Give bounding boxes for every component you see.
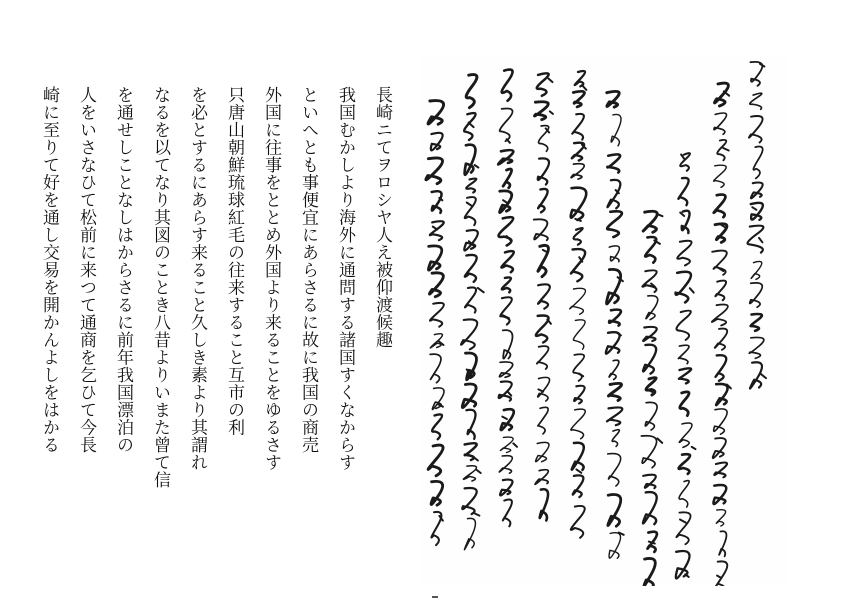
manuscript-stroke: [538, 389, 543, 391]
manuscript-stroke: [429, 273, 443, 297]
manuscript-stroke: [579, 374, 583, 377]
manuscript-stroke: [428, 445, 443, 476]
manuscript-stroke: [751, 262, 762, 280]
manuscript-stroke: [760, 64, 765, 67]
manuscript-stroke: [573, 91, 584, 107]
transcription-line-10: 崎に至りて好を通し交易を開かんよしをはかる: [39, 86, 59, 454]
manuscript-stroke: [474, 513, 480, 516]
transcription-line-1: 長崎ニてヲロシヤ人え被仰渡候趣: [372, 86, 392, 349]
manuscript-stroke: [676, 551, 690, 578]
manuscript-stroke: [679, 368, 691, 383]
manuscript-stroke: [612, 430, 619, 447]
manuscript-stroke: [476, 470, 481, 474]
manuscript-stroke: [465, 255, 477, 282]
manuscript-stroke: [571, 249, 585, 281]
manuscript-stroke: [608, 454, 621, 486]
manuscript-stroke: [716, 384, 727, 405]
manuscript-stroke: [508, 392, 511, 396]
manuscript-stroke: [715, 281, 726, 301]
manuscript-stroke: [750, 362, 762, 388]
manuscript-column-8: [498, 70, 517, 527]
manuscript-stroke: [465, 287, 476, 312]
manuscript-column-1: [748, 62, 766, 389]
manuscript-stroke: [574, 386, 585, 404]
manuscript-stroke: [680, 213, 684, 217]
manuscript-stroke: [716, 355, 727, 381]
manuscript-stroke: [575, 71, 585, 86]
manuscript-stroke: [461, 319, 477, 349]
manuscript-stroke: [538, 407, 548, 434]
transcription-line-9: 人をいさなひて松前に来つて通商を乞ひて今長: [76, 86, 96, 454]
manuscript-stroke: [466, 75, 477, 108]
manuscript-stroke: [723, 148, 729, 151]
manuscript-stroke: [714, 113, 727, 134]
manuscript-stroke: [548, 79, 552, 83]
manuscript-stroke: [570, 288, 586, 314]
manuscript-stroke: [676, 512, 690, 544]
transcription-line-6: を必とするにあらす来ること久しき素より其謂れ: [187, 86, 207, 471]
transcription-line-3: といへとも事便宜にあらさるに故に我国の商売: [298, 86, 318, 454]
manuscript-stroke: [611, 114, 621, 145]
manuscript-stroke: [679, 481, 689, 508]
manuscript-stroke: [426, 158, 443, 184]
manuscript-stroke: [536, 442, 549, 461]
manuscript-stroke: [469, 123, 474, 128]
manuscript-stroke: [428, 101, 444, 125]
manuscript-stroke: [550, 111, 553, 114]
manuscript-stroke: [534, 219, 548, 240]
manuscript-stroke: [752, 207, 756, 210]
manuscript-stroke: [543, 250, 547, 252]
manuscript-stroke: [430, 334, 442, 348]
manuscript-stroke: [713, 438, 726, 458]
manuscript-stroke: [467, 203, 472, 207]
manuscript-stroke: [753, 147, 762, 179]
manuscript-stroke: [712, 251, 727, 275]
manuscript-stroke: [507, 236, 511, 240]
manuscript-stroke: [607, 211, 622, 237]
manuscript-stroke: [676, 272, 691, 303]
manuscript-stroke: [642, 270, 656, 292]
manuscript-stroke: [464, 518, 475, 549]
manuscript-stroke: [571, 164, 584, 179]
manuscript-stroke: [576, 469, 581, 472]
manuscript-stroke: [571, 409, 585, 439]
manuscript-stroke: [573, 320, 585, 349]
manuscript-stroke: [657, 438, 662, 443]
manuscript-column-2: [712, 83, 731, 586]
manuscript-stroke: [680, 392, 689, 416]
manuscript-stroke: [678, 178, 688, 205]
manuscript-stroke: [643, 492, 657, 524]
manuscript-stroke: [573, 475, 584, 497]
manuscript-stroke: [641, 436, 656, 468]
transcription-line-5: 只唐山朝鮮琉球紅毛の往来すること互市の利: [224, 86, 244, 436]
manuscript-stroke: [431, 481, 443, 505]
manuscript-stroke: [462, 384, 476, 408]
manuscript-stroke: [502, 417, 507, 419]
scan-mark: [432, 596, 438, 598]
manuscript-stroke: [475, 165, 479, 168]
manuscript-stroke: [432, 191, 442, 213]
manuscript-drawing: [420, 56, 786, 586]
manuscript-stroke: [465, 197, 476, 225]
manuscript-stroke: [507, 139, 510, 143]
manuscript-stroke: [646, 296, 658, 320]
manuscript-stroke: [534, 102, 548, 120]
manuscript-stroke: [679, 454, 690, 474]
manuscript-stroke: [466, 410, 475, 439]
manuscript-column-10: [426, 101, 444, 546]
manuscript-stroke: [500, 108, 513, 141]
manuscript-column-7: [534, 73, 553, 520]
manuscript-stroke: [499, 381, 512, 400]
manuscript-stroke: [607, 407, 622, 425]
manuscript-stroke: [690, 288, 694, 292]
manuscript-stroke: [503, 315, 509, 318]
manuscript-stroke: [499, 217, 514, 245]
manuscript-stroke: [462, 488, 476, 514]
manuscript-stroke: [431, 133, 443, 151]
manuscript-stroke: [643, 327, 657, 341]
transcription-line-7: なるを以てなり其図のことき八昔よりいまた曾て信: [150, 86, 170, 489]
manuscript-stroke: [608, 495, 621, 527]
manuscript-stroke: [537, 346, 549, 369]
manuscript-column-6: [570, 71, 587, 538]
manuscript-stroke: [749, 337, 764, 358]
manuscript-stroke: [500, 480, 512, 496]
manuscript-stroke: [716, 561, 728, 586]
manuscript-stroke: [607, 91, 619, 107]
manuscript-column-5: [606, 91, 624, 558]
manuscript-stroke: [717, 140, 726, 160]
manuscript-stroke: [609, 246, 619, 262]
manuscript-stroke: [572, 443, 584, 470]
manuscript-stroke: [608, 383, 621, 400]
manuscript-stroke: [499, 456, 512, 474]
manuscript-stroke: [433, 227, 438, 230]
manuscript-stroke: [712, 305, 728, 326]
manuscript-stroke: [503, 169, 512, 188]
manuscript-stroke: [465, 145, 476, 175]
manuscript-stroke: [513, 443, 517, 446]
manuscript-stroke: [750, 283, 763, 307]
manuscript-stroke: [643, 211, 657, 232]
manuscript-stroke: [466, 353, 477, 380]
transcription-line-4: 外国に往事をととめ外国より来ることをゆるさす: [261, 86, 281, 471]
manuscript-stroke: [574, 228, 583, 245]
manuscript-stroke: [538, 284, 550, 308]
manuscript-stroke: [500, 437, 513, 452]
manuscript-stroke: [643, 475, 656, 489]
manuscript-stroke: [537, 73, 549, 95]
manuscript-stroke: [540, 489, 548, 520]
manuscript-stroke: [679, 423, 692, 447]
manuscript-stroke: [759, 238, 762, 242]
manuscript-stroke: [538, 158, 549, 184]
manuscript-stroke: [463, 466, 476, 481]
manuscript-stroke: [583, 86, 587, 90]
transcription-line-2: 我国むかしより海外に通問する諸国すくなからす: [335, 86, 355, 471]
manuscript-stroke: [645, 402, 657, 430]
manuscript-stroke: [501, 251, 513, 272]
manuscript-stroke: [643, 345, 656, 374]
manuscript-stroke: [572, 114, 584, 140]
manuscript-stroke: [644, 558, 655, 586]
manuscript-stroke: [428, 246, 441, 270]
manuscript-stroke: [677, 311, 691, 340]
transcription-line-8: を通せしことなしはからさるに前年我国漂泊の: [113, 86, 133, 454]
manuscript-stroke: [547, 319, 551, 323]
manuscript-stroke: [719, 531, 726, 556]
manuscript-stroke: [715, 329, 727, 350]
manuscript-stroke: [678, 345, 689, 364]
manuscript-stroke: [535, 470, 548, 485]
manuscript-stroke: [692, 447, 696, 449]
manuscript-stroke: [606, 332, 620, 354]
manuscript-stroke: [464, 230, 478, 250]
manuscript-stroke: [760, 373, 766, 378]
manuscript-column-9: [461, 75, 484, 550]
manuscript-stroke: [751, 62, 763, 86]
manuscript-stroke: [430, 221, 444, 240]
manuscript-stroke: [609, 360, 619, 379]
manuscript-stroke: [680, 520, 686, 523]
manuscript-stroke: [430, 303, 444, 327]
manuscript-stroke: [499, 362, 512, 377]
manuscript-stroke: [751, 182, 763, 198]
manuscript-stroke: [677, 241, 691, 266]
manuscript-stroke: [571, 506, 585, 538]
manuscript-stroke: [607, 269, 621, 304]
manuscript-stroke: [538, 189, 548, 212]
manuscript-stroke: [714, 409, 727, 434]
manuscript-stroke: [714, 165, 727, 187]
manuscript-stroke: [498, 150, 513, 164]
manuscript-stroke: [751, 203, 763, 220]
manuscript-stroke: [749, 116, 763, 142]
transcription-text: [30, 86, 400, 506]
manuscript-stroke: [750, 93, 762, 109]
manuscript-stroke: [478, 288, 484, 292]
manuscript-stroke: [717, 576, 721, 578]
manuscript-stroke: [500, 297, 512, 324]
manuscript-stroke: [503, 330, 513, 358]
manuscript-stroke: [751, 314, 762, 331]
manuscript-stroke: [617, 333, 621, 336]
manuscript-stroke: [502, 277, 511, 292]
manuscript-image: [420, 56, 786, 586]
manuscript-stroke: [503, 200, 507, 202]
manuscript-column-3: [676, 153, 696, 578]
manuscript-stroke: [714, 195, 726, 218]
manuscript-stroke: [430, 354, 441, 383]
manuscript-stroke: [502, 70, 513, 101]
manuscript-stroke: [713, 485, 726, 504]
manuscript-stroke: [607, 154, 620, 172]
manuscript-stroke: [609, 533, 620, 559]
manuscript-stroke: [714, 462, 727, 477]
manuscript-stroke: [466, 179, 476, 193]
manuscript-stroke: [609, 310, 621, 326]
manuscript-stroke: [432, 414, 442, 439]
manuscript-stroke: [716, 510, 725, 526]
manuscript-stroke: [503, 500, 512, 527]
manuscript-stroke: [571, 188, 587, 220]
manuscript-column-4: [641, 211, 662, 586]
